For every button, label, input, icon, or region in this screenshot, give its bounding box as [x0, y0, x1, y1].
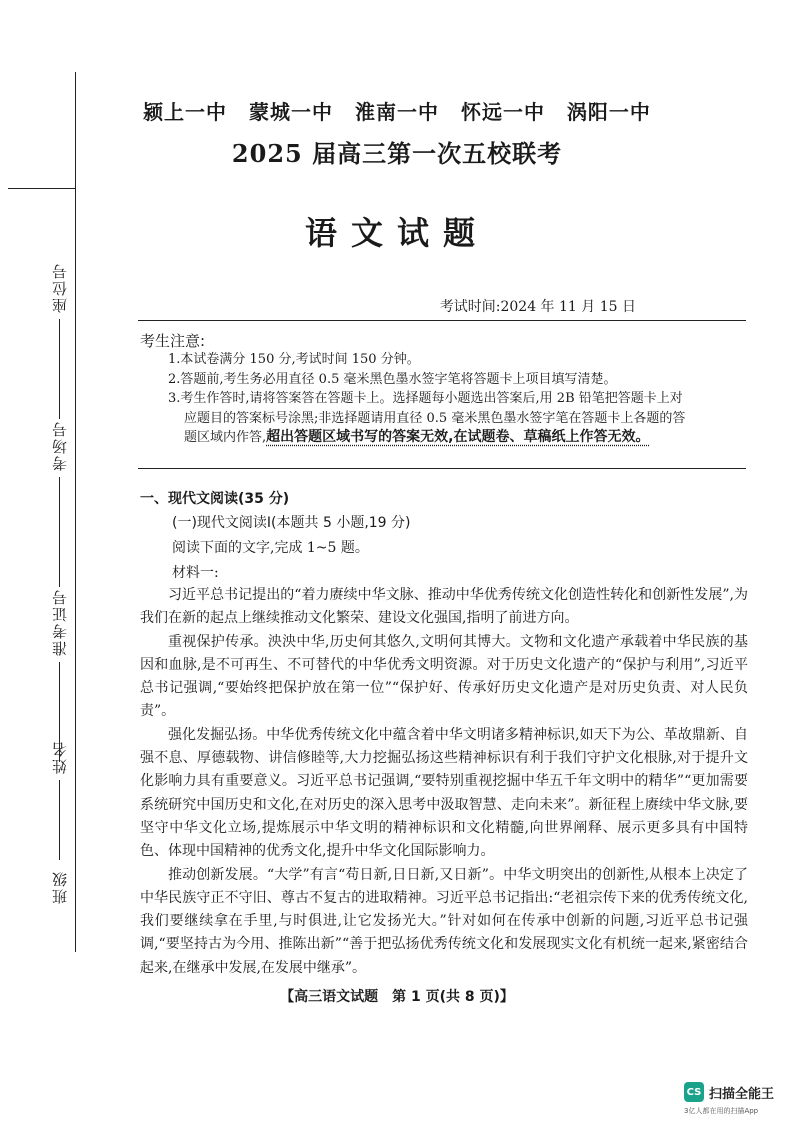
- watermark-tagline: 3亿人都在用的扫描App: [684, 1107, 759, 1115]
- camscanner-logo-icon: CS: [684, 1082, 704, 1102]
- room-number-label: 考场号: [50, 420, 69, 471]
- watermark-name: 扫描全能王: [709, 1086, 775, 1102]
- subsection-title: (一)现代文阅读Ⅰ(本题共 5 小题,19 分): [172, 515, 411, 531]
- notice-item-3-line-3: [168, 428, 748, 448]
- passage-paragraph-1: 习近平总书记提出的“着力赓续中华文脉、推动中华优秀传统文化创造性转化和创新性发展”,为我们在新的起点上继续推动文化繁荣、建设文化强国,指明了前进方向。: [140, 587, 748, 627]
- passage-paragraph-3: 强化发掘弘扬。中华优秀传统文化中蕴含着中华文明诸多精神标识,如天下为公、革故鼎新、自强不息、厚德载物、讲信修睦等,大力挖掘弘扬这些精神标识有利于我们守护文化根脉,对于提升文化影响力具有重要意义。习近平总书记强调,“要特别重视挖掘中华五千年文明中的精华”“更加需要系统研究中国历史和文化,在对历史的深入思考中汲取智慧、走向未来”。新征程上赓续中华文脉,要坚守中华文化立场,提炼展示中华文明的精神标识和文化精髓,向世界阐释、展示更多具有中国特色、体现中国精神的优秀文化,提升中华文化国际影响力。: [140, 726, 748, 860]
- seat-number-line: [59, 319, 60, 419]
- header-rule-top: [138, 320, 746, 321]
- passage-body: [140, 584, 748, 980]
- reading-instruction: 阅读下面的文字,完成 1~5 题。: [172, 540, 369, 556]
- ticket-number-label: 准考证号: [50, 588, 69, 656]
- name-line: [59, 780, 60, 860]
- name-label: 姓名: [50, 740, 69, 774]
- notice-title: 考生注意:: [140, 332, 206, 350]
- exam-time: 考试时间:2024 年 11 月 15 日: [439, 299, 636, 315]
- notice-item-3-prefix: 题区域内作答,: [184, 430, 267, 445]
- binding-line: [75, 72, 76, 952]
- section-title: 一、现代文阅读(35 分): [140, 491, 290, 507]
- passage-paragraph-4: 推动创新发展。“大学”有言“苟日新,日日新,又日新”。中华文明突出的创新性,从根本上决定了中华民族守正不守旧、尊古不复古的进取精神。习近平总书记指出:“老祖宗传下来的优秀传统文化,我们要继续拿在手里,与时俱进,让它发扬光大。”针对如何在传承中创新的问题,习近平总书记强调,“要坚持古为今用、推陈出新”“善于把弘扬优秀传统文化和发展现实文化有机统一起来,紧密结合起来,在继承中发展,在发展中继承”。: [140, 866, 748, 976]
- material-label: 材料一:: [172, 565, 219, 581]
- class-field: [46, 870, 72, 904]
- binding-top-rule: [8, 188, 76, 189]
- ticket-number-field: [46, 588, 72, 762]
- class-label: 班级: [50, 870, 69, 904]
- notice-emphasis: 超出答题区域书写的答案无效,在试题卷、草稿纸上作答无效。: [266, 429, 650, 445]
- scanner-watermark: [684, 1082, 774, 1102]
- seat-number-field: [46, 262, 72, 419]
- room-number-line: [59, 477, 60, 587]
- subject-title: 语文试题: [304, 214, 489, 252]
- seat-number-label: 座位号: [50, 262, 69, 313]
- passage-paragraph-2: 重视保护传承。泱泱中华,历史何其悠久,文明何其博大。文物和文化遗产承载着中华民族的基因和血脉,是不可再生、不可替代的中华优秀文明资源。对于历史文化遗产的“保护与利用”,习近平总书记强调,“要始终把保护放在第一位”“保护好、传承好历史文化遗产是对历史负责、对人民负责”。: [140, 633, 748, 720]
- room-number-field: [46, 420, 72, 587]
- notice-list: [168, 350, 748, 448]
- notice-item-1: 1.本试卷满分 150 分,考试时间 150 分钟。: [168, 352, 420, 367]
- header-rule-bottom: [138, 468, 746, 469]
- notice-item-3-line-2: 应题目的答案标号涂黑;非选择题请用直径 0.5 毫米黑色墨水签字笔在答题卡上各题的答: [184, 410, 686, 426]
- notice-item-3-line-1: 3.考生作答时,请将答案答在答题卡上。选择题每小题选出答案后,用 2B 铅笔把答题卡上对: [168, 391, 683, 406]
- school-names: 颍上一中 蒙城一中 淮南一中 怀远一中 涡阳一中: [143, 100, 651, 124]
- name-field: [46, 740, 72, 860]
- page-footer: 【高三语文试题 第 1 页(共 8 页)】: [280, 989, 514, 1005]
- notice-item-2: 2.答题前,考生务必用直径 0.5 毫米黑色墨水签字笔将答题卡上项目填写清楚。: [168, 371, 617, 387]
- exam-title: 2025 届高三第一次五校联考: [231, 139, 563, 168]
